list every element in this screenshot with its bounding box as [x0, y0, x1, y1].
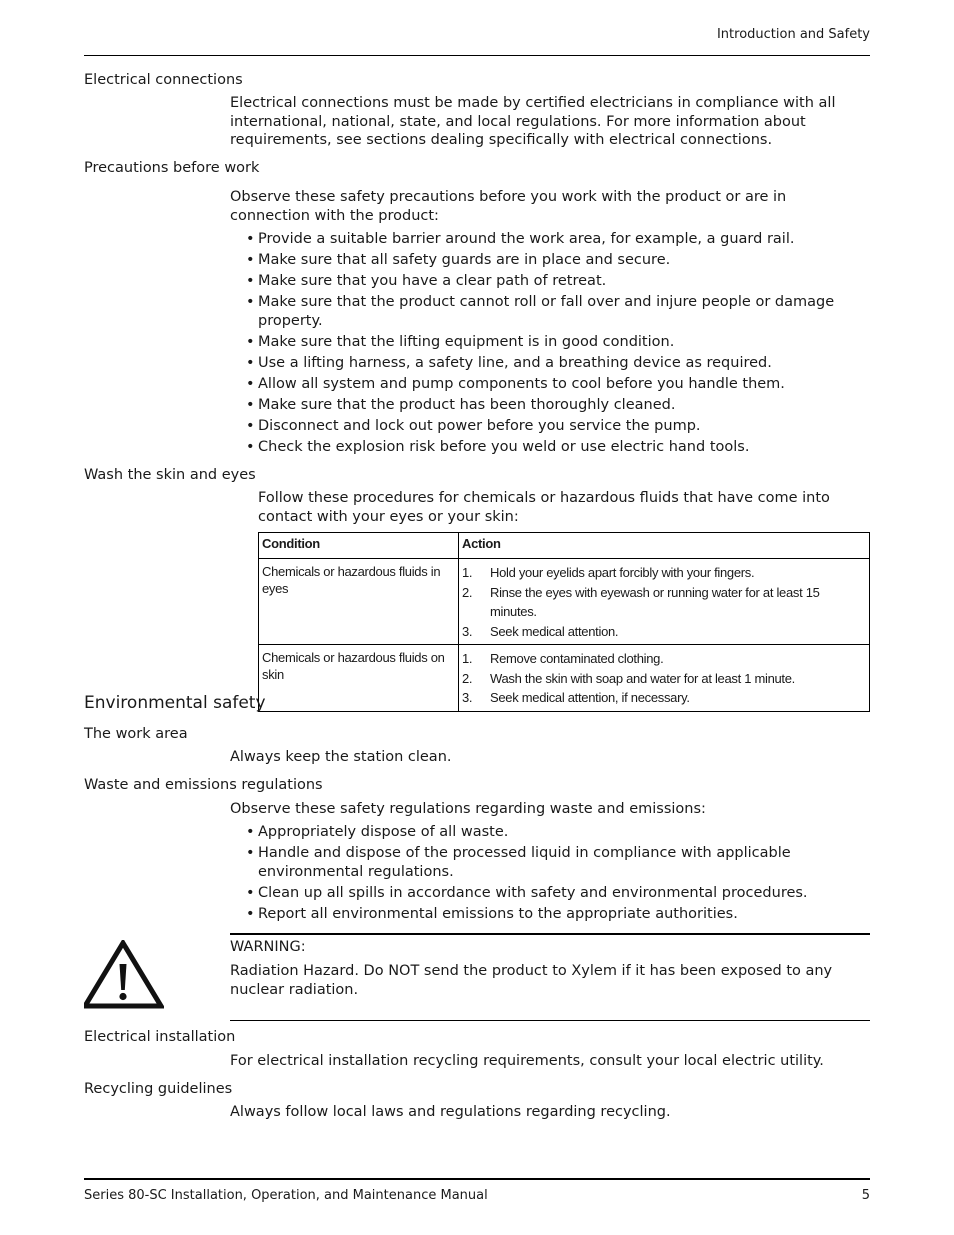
section-heading-precautions: Precautions before work [84, 160, 260, 176]
section-heading-environmental-safety: Environmental safety [84, 693, 266, 713]
recycling-text: Always follow local laws and regulations regarding recycling. [230, 1104, 671, 1120]
step-number: 3. [462, 690, 473, 705]
warning-label: WARNING: [230, 939, 306, 955]
wash-procedures-table [258, 532, 870, 712]
warning-bottom-rule [230, 1020, 870, 1021]
list-item: • Make sure that the lifting equipment is in good condition. [246, 333, 870, 352]
step-text: Remove contaminated clothing. [490, 651, 664, 666]
section-heading-electrical-connections: Electrical connections [84, 72, 243, 88]
step-text: Seek medical attention. [490, 623, 619, 639]
action-step [462, 583, 866, 622]
list-item: • Provide a suitable barrier around the work area, for example, a guard rail. [246, 230, 870, 249]
footer-rule [84, 1178, 870, 1180]
list-item: • Make sure that you have a clear path of retreat. [246, 272, 870, 291]
column-header-action: Action [459, 533, 870, 559]
electrical-connections-text: Electrical connections must be made by certified electricians in compliance with all international, national, state, and local regulations. For more information about requirements, see sections dealing specifically with electrical connections. [230, 95, 836, 148]
wash-intro: Follow these procedures for chemicals or hazardous fluids that have come into contact with your eyes or your skin: [258, 490, 830, 525]
table-row [259, 645, 870, 712]
condition-cell: Chemicals or hazardous fluids in eyes [259, 559, 459, 645]
electrical-installation-text: For electrical installation recycling requirements, consult your local electric utility. [230, 1053, 824, 1069]
step-number: 2. [462, 670, 473, 686]
step-number: 2. [462, 584, 473, 600]
list-item: • Handle and dispose of the processed liquid in compliance with applicable environmental regulations. [246, 844, 870, 881]
page-number: 5 [861, 1188, 870, 1203]
list-item: • Allow all system and pump components to cool before you handle them. [246, 375, 870, 394]
precautions-intro: Observe these safety precautions before you work with the product or are in connection with the product: [230, 189, 787, 224]
warning-text: Radiation Hazard. Do NOT send the product to Xylem if it has been exposed to any nuclear radiation. [230, 963, 833, 998]
action-step [462, 563, 866, 583]
step-text: Wash the skin with soap and water for at least 1 minute. [490, 670, 795, 686]
action-cell [459, 645, 870, 712]
section-heading-recycling: Recycling guidelines [84, 1081, 233, 1097]
action-step [462, 622, 866, 642]
step-text: Rinse the eyes with eyewash or running water for at least 15 minutes. [490, 584, 820, 619]
column-header-condition: Condition [259, 533, 459, 559]
step-number: 1. [462, 565, 473, 580]
work-area-text: Always keep the station clean. [230, 749, 452, 765]
action-cell [459, 559, 870, 645]
list-item: • Disconnect and lock out power before you service the pump. [246, 417, 870, 436]
header-rule [84, 55, 870, 56]
waste-list [246, 823, 870, 926]
action-steps [462, 563, 866, 641]
footer-manual-title: Series 80-SC Installation, Operation, and Maintenance Manual [84, 1188, 488, 1203]
step-number: 1. [462, 651, 473, 666]
action-step [462, 649, 866, 669]
step-text: Seek medical attention, if necessary. [490, 690, 690, 705]
list-item: • Make sure that all safety guards are in place and secure. [246, 251, 870, 270]
section-heading-work-area: The work area [84, 726, 188, 742]
section-heading-electrical-installation: Electrical installation [84, 1029, 236, 1045]
step-text: Hold your eyelids apart forcibly with your fingers. [490, 565, 755, 580]
action-steps [462, 649, 866, 708]
condition-cell: Chemicals or hazardous fluids on skin [259, 645, 459, 712]
step-number: 3. [462, 623, 473, 639]
list-item: • Report all environmental emissions to the appropriate authorities. [246, 905, 870, 924]
section-heading-wash: Wash the skin and eyes [84, 467, 256, 483]
action-step [462, 669, 866, 689]
list-item: • Clean up all spills in accordance with safety and environmental procedures. [246, 884, 870, 903]
precautions-list [246, 230, 870, 459]
warning-top-rule [230, 933, 870, 935]
list-item: • Make sure that the product has been thoroughly cleaned. [246, 396, 870, 415]
list-item: • Appropriately dispose of all waste. [246, 823, 870, 842]
table-row [259, 559, 870, 645]
waste-intro: Observe these safety regulations regarding waste and emissions: [230, 801, 706, 817]
section-heading-waste: Waste and emissions regulations [84, 777, 323, 793]
action-step [462, 688, 866, 708]
list-item: • Use a lifting harness, a safety line, and a breathing device as required. [246, 354, 870, 373]
list-item: • Check the explosion risk before you weld or use electric hand tools. [246, 438, 870, 457]
warning-triangle-icon [84, 940, 164, 1010]
table-header-row [259, 533, 870, 559]
running-header: Introduction and Safety [716, 27, 870, 42]
list-item: • Make sure that the product cannot roll or fall over and injure people or damage property. [246, 293, 870, 330]
